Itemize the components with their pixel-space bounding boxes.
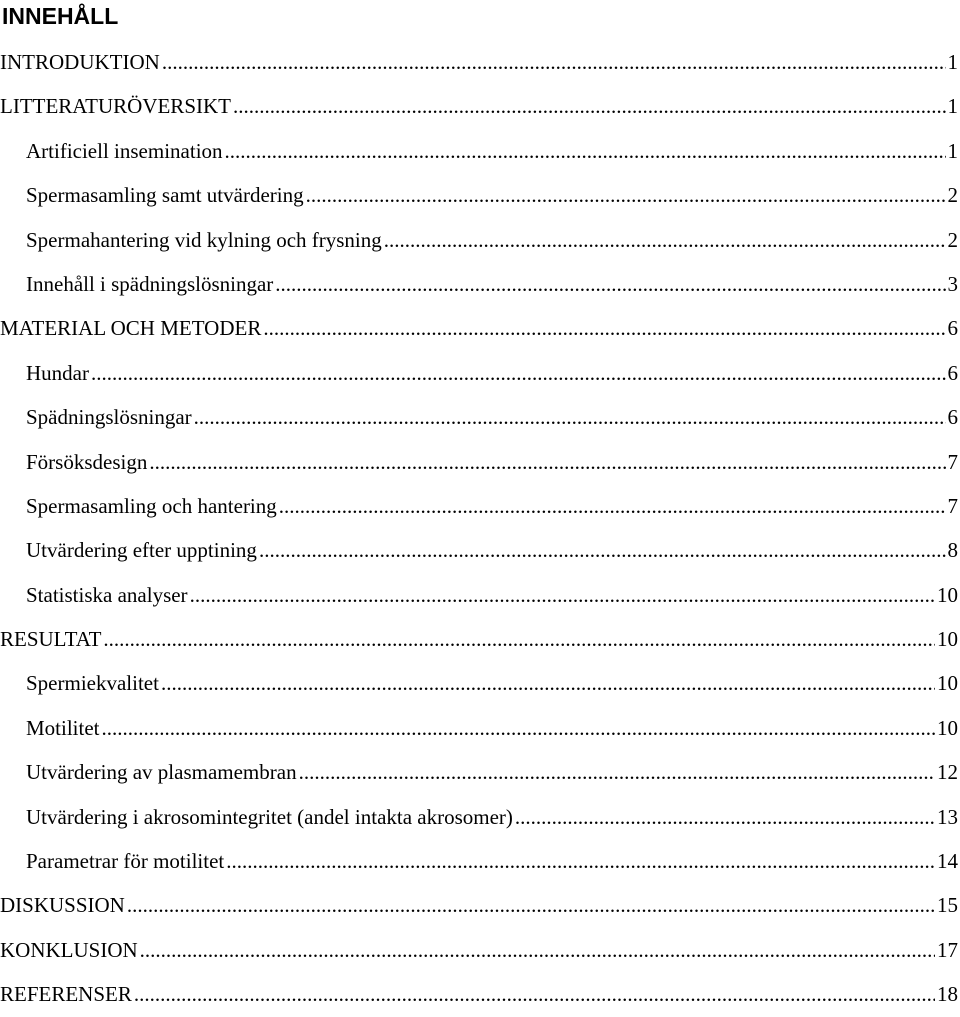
toc-dot-leader <box>162 40 946 84</box>
toc-dot-leader <box>515 795 935 839</box>
toc-page-number: 8 <box>947 538 958 563</box>
toc-entry-label: Spädningslösningar <box>26 405 192 430</box>
toc-entry-spadningslosningar[interactable] <box>0 395 960 439</box>
toc-entry-label: Spermahantering vid kylning och frysning <box>26 227 382 252</box>
toc-page-number: 14 <box>937 849 958 874</box>
toc-dot-leader <box>134 972 935 1016</box>
toc-entry-label: LITTERATURÖVERSIKT <box>0 94 231 119</box>
toc-entry-label: Motilitet <box>26 715 100 740</box>
toc-dot-leader <box>226 839 935 883</box>
toc-entry-artificiell-insemination[interactable] <box>0 129 960 173</box>
toc-entry-plasmamembran[interactable] <box>0 750 960 794</box>
toc-entry-akrosomintegritet[interactable] <box>0 795 960 839</box>
toc-dot-leader <box>149 440 945 484</box>
toc-dot-leader <box>225 129 946 173</box>
toc-entry-label: REFERENSER <box>0 982 132 1007</box>
toc-entry-label: Spermasamling och hantering <box>26 493 277 518</box>
toc-entry-label: Utvärdering efter upptining <box>26 538 257 563</box>
toc-entry-hundar[interactable] <box>0 351 960 395</box>
toc-page-number: 17 <box>937 937 958 962</box>
toc-page-number: 1 <box>947 50 958 74</box>
toc-entry-utvardering-upptining[interactable] <box>0 528 960 572</box>
toc-dot-leader <box>194 395 946 439</box>
toc-dot-leader <box>384 218 946 262</box>
table-of-contents <box>0 40 960 1017</box>
toc-page-number: 10 <box>937 671 958 696</box>
toc-entry-spermiekvalitet[interactable] <box>0 661 960 705</box>
toc-page-number: 7 <box>947 493 958 518</box>
toc-entry-label: Spermasamling samt utvärdering <box>26 183 304 208</box>
toc-entry-label: Försöksdesign <box>26 449 148 474</box>
toc-page-number: 6 <box>947 360 958 385</box>
toc-page-number: 1 <box>947 94 958 119</box>
toc-entry-spermasamling-utvardering[interactable] <box>0 173 960 217</box>
toc-entry-forsoksdesign[interactable] <box>0 440 960 484</box>
toc-dot-leader <box>161 661 935 705</box>
toc-entry-parametrar-motilitet[interactable] <box>0 839 960 883</box>
toc-entry-label: Artificiell insemination <box>26 138 223 163</box>
toc-entry-label: Hundar <box>26 360 89 385</box>
toc-dot-leader <box>279 484 946 528</box>
toc-dot-leader <box>299 750 935 794</box>
toc-dot-leader <box>127 883 935 927</box>
toc-entry-spermahantering[interactable] <box>0 218 960 262</box>
toc-dot-leader <box>91 351 946 395</box>
toc-entry-label: MATERIAL OCH METODER <box>0 316 262 341</box>
toc-entry-label: KONKLUSION <box>0 937 138 962</box>
toc-page-number: 7 <box>947 449 958 474</box>
toc-page-number: 6 <box>947 405 958 430</box>
toc-page-number: 2 <box>947 227 958 252</box>
toc-dot-leader <box>263 306 945 350</box>
toc-page-number: 6 <box>947 316 958 341</box>
toc-dot-leader <box>275 262 945 306</box>
toc-dot-leader <box>102 706 936 750</box>
toc-dot-leader <box>140 928 935 972</box>
toc-entry-label: Parametrar för motilitet <box>26 849 225 874</box>
toc-entry-konklusion[interactable] <box>0 928 960 972</box>
toc-dot-leader <box>259 528 946 572</box>
toc-dot-leader <box>103 617 935 661</box>
toc-entry-label: INTRODUKTION <box>0 50 160 74</box>
toc-entry-resultat[interactable] <box>0 617 960 661</box>
toc-entry-introduktion[interactable] <box>0 40 960 84</box>
toc-entry-material-och-metoder[interactable] <box>0 306 960 350</box>
toc-entry-label: DISKUSSION <box>0 893 125 918</box>
toc-entry-diskussion[interactable] <box>0 883 960 927</box>
toc-entry-motilitet[interactable] <box>0 706 960 750</box>
toc-entry-label: RESULTAT <box>0 627 102 652</box>
toc-entry-innehall-spadningslosningar[interactable] <box>0 262 960 306</box>
toc-page-number: 18 <box>937 982 958 1007</box>
toc-page-number: 10 <box>937 582 958 607</box>
toc-dot-leader <box>306 173 946 217</box>
toc-entry-label: Statistiska analyser <box>26 582 188 607</box>
toc-page-number: 13 <box>937 804 958 829</box>
toc-page-number: 2 <box>947 183 958 208</box>
toc-entry-label: Utvärdering av plasmamembran <box>26 760 297 785</box>
toc-page-number: 10 <box>937 627 958 652</box>
toc-page-number: 10 <box>937 715 958 740</box>
toc-page-number: 12 <box>937 760 958 785</box>
toc-page-number: 3 <box>947 271 958 296</box>
toc-dot-leader <box>190 573 935 617</box>
toc-entry-label: Spermiekvalitet <box>26 671 159 696</box>
toc-entry-label: Innehåll i spädningslösningar <box>26 271 274 296</box>
toc-title: INNEHÅLL <box>2 3 119 29</box>
toc-page-number: 15 <box>937 893 958 918</box>
toc-entry-label: Utvärdering i akrosomintegritet (andel intakta akrosomer) <box>26 804 513 829</box>
toc-dot-leader <box>233 84 946 128</box>
toc-entry-litteraturoversikt[interactable] <box>0 84 960 128</box>
toc-entry-statistiska-analyser[interactable] <box>0 573 960 617</box>
toc-page-number: 1 <box>947 138 958 163</box>
toc-entry-referenser[interactable] <box>0 972 960 1016</box>
toc-entry-spermasamling-hantering[interactable] <box>0 484 960 528</box>
